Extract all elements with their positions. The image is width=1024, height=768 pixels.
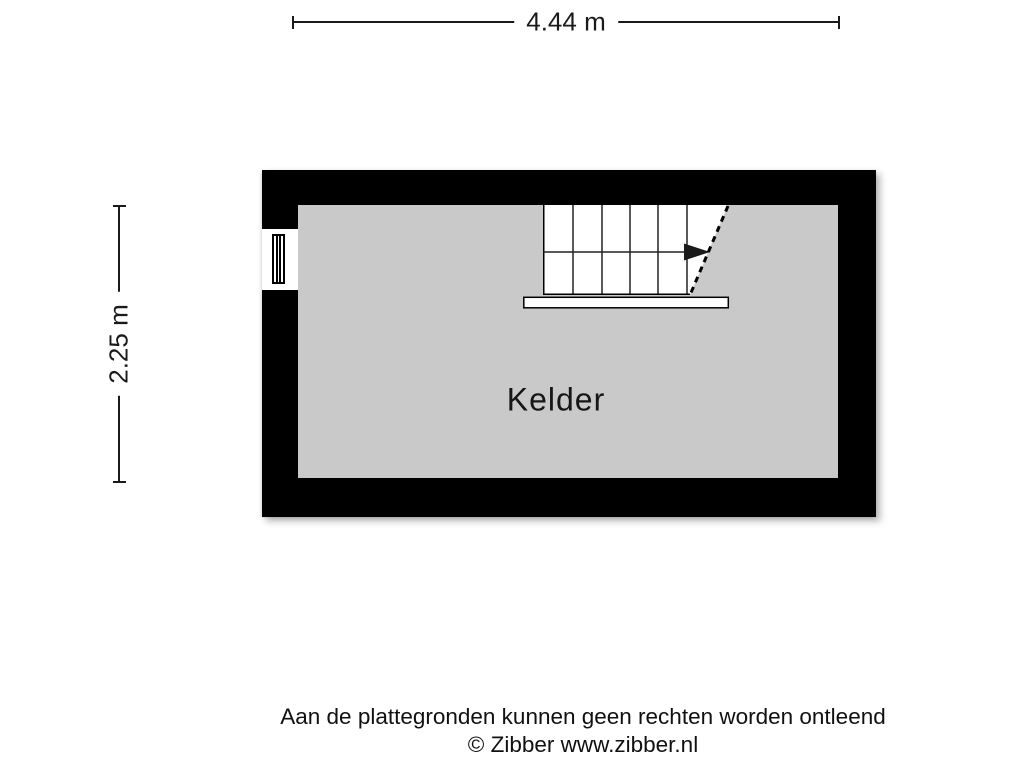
staircase [520, 205, 730, 309]
window-symbol [262, 229, 298, 290]
height-dimension-tick-bottom [113, 481, 126, 483]
width-dimension-label: 4.44 m [514, 7, 618, 38]
height-dimension-tick-top [113, 205, 126, 207]
footer [83, 703, 1024, 759]
floorplan [262, 170, 876, 517]
room-label: Kelder [506, 381, 606, 418]
window-pane-line [279, 236, 281, 282]
window-frame-icon [272, 234, 285, 284]
disclaimer-text: Aan de plattegronden kunnen geen rechten worden ontleend [280, 704, 886, 729]
copyright-text: © Zibber www.zibber.nl [467, 732, 699, 757]
width-dimension-tick-left [292, 16, 294, 29]
window-pane-line [276, 236, 278, 282]
width-dimension-tick-right [838, 16, 840, 29]
height-dimension-label: 2.25 m [104, 292, 135, 396]
stair-landing-strip [524, 297, 729, 308]
